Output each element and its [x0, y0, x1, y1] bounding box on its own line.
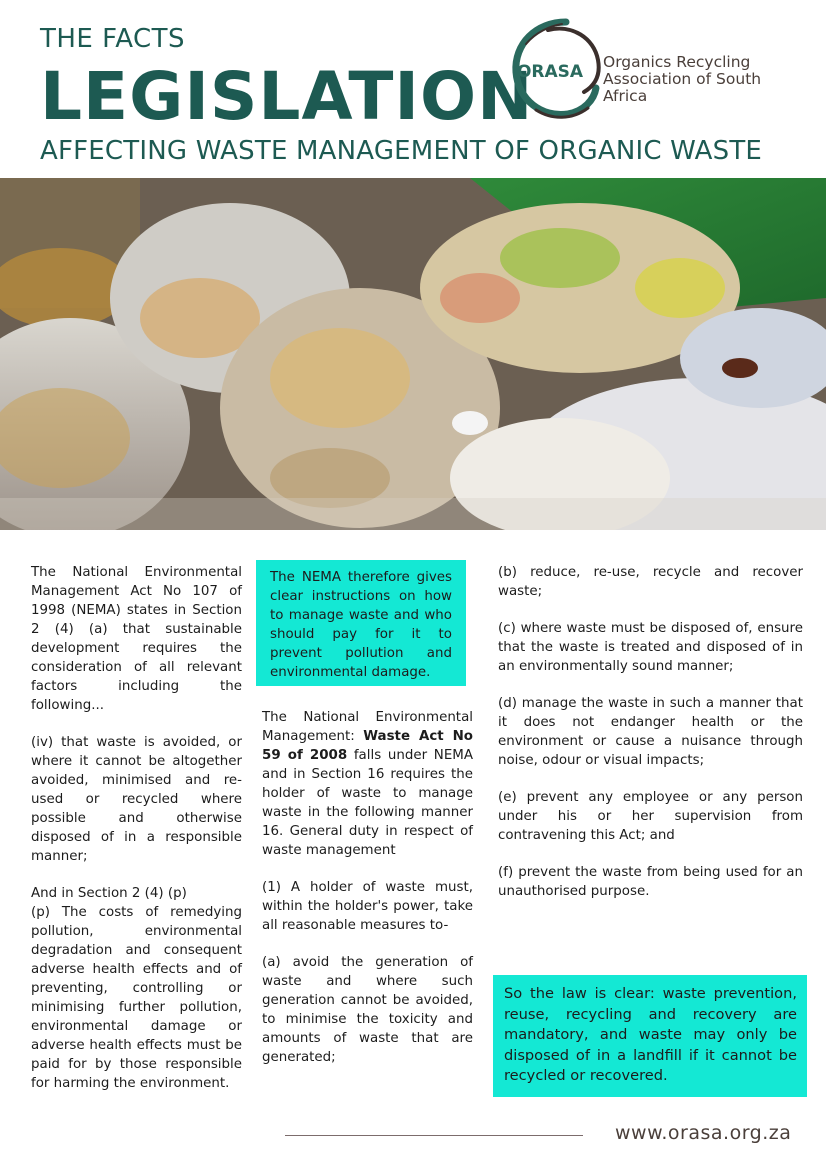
orasa-logo: [506, 14, 806, 126]
column-2: [262, 708, 473, 1085]
waste-act-item-b: (b) reduce, re-use, recycle and recover waste;: [498, 565, 803, 599]
waste-act-item-a: (a) avoid the generation of waste and where such generation cannot be avoided, to minimise the toxicity and amounts of waste that are generated;: [262, 955, 473, 1065]
nema-item-iv: (iv) that waste is avoided, or where it cannot be altogether avoided, minimised and re-used or recycled where possible and otherwise disposed of in a responsible manner;: [31, 735, 242, 864]
footer-divider: [285, 1135, 583, 1136]
page-title: LEGISLATION: [40, 58, 534, 135]
logo-name-line2: Association of South Africa: [603, 70, 762, 105]
nema-intro: [31, 563, 242, 715]
waste-act-post: falls under NEMA and in Section 16 requires the holder of waste to manage waste in the following manner 16. General duty in respect of waste management: [262, 748, 473, 858]
nema-section-p: [31, 884, 242, 1093]
waste-act-item-c: (c) where waste must be disposed of, ensure that the waste is treated and disposed of in an environmentally sound manner;: [498, 621, 803, 674]
callout-law-summary: So the law is clear: waste prevention, reuse, recycling and recovery are mandatory, and waste may only be disposed of in a landfill if it cannot be recycled or recovered.: [493, 975, 807, 1097]
logo-abbreviation: ORASA: [516, 62, 584, 82]
waste-act-name: Waste Act No 59 of 2008: [262, 729, 473, 763]
column-3: [498, 563, 803, 919]
callout-nema-instructions: The NEMA therefore gives clear instructions on how to manage waste and who should pay for it to prevent pollution and environmental damage.: [256, 560, 466, 686]
page-subtitle: AFFECTING WASTE MANAGEMENT OF ORGANIC WASTE: [40, 136, 763, 166]
waste-act-item-e: (e) prevent any employee or any person under his or her supervision from contravening this Act; and: [498, 790, 803, 843]
waste-act-pre: The National Environmental Management:: [262, 710, 473, 744]
nema-intro-rest: (NEMA) states in Section 2 (4) (a) that sustainable development requires the consideration of all relevant factors including the following...: [31, 603, 242, 713]
waste-act-intro: [262, 708, 473, 860]
waste-act-item-f: (f) prevent the waste from being used for an unauthorised purpose.: [498, 865, 803, 899]
waste-act-item-d: (d) manage the waste in such a manner that it does not endanger health or the environment or cause a nuisance through noise, odour or visual impacts;: [498, 696, 803, 768]
nema-act-name: The National Environmental Management Act No 107 of 1998: [31, 565, 242, 618]
organic-waste-photo: [0, 178, 826, 530]
logo-name: [603, 54, 806, 105]
nema-item-p: (p) The costs of remedying pollution, environmental degradation and consequent adverse health effects and of preventing, controlling or minimising further pollution, environmental damage or adverse health effects must be paid for by those responsible for harming the environment.: [31, 905, 242, 1091]
column-1: [31, 563, 242, 1111]
waste-act-item-1: (1) A holder of waste must, within the holder's power, take all reasonable measures to-: [262, 880, 473, 933]
section-p-heading: And in Section 2 (4) (p): [31, 886, 187, 901]
header-kicker: THE FACTS: [40, 24, 186, 54]
footer-url[interactable]: www.orasa.org.za: [615, 1122, 792, 1144]
logo-name-line1: Organics Recycling: [603, 53, 751, 71]
